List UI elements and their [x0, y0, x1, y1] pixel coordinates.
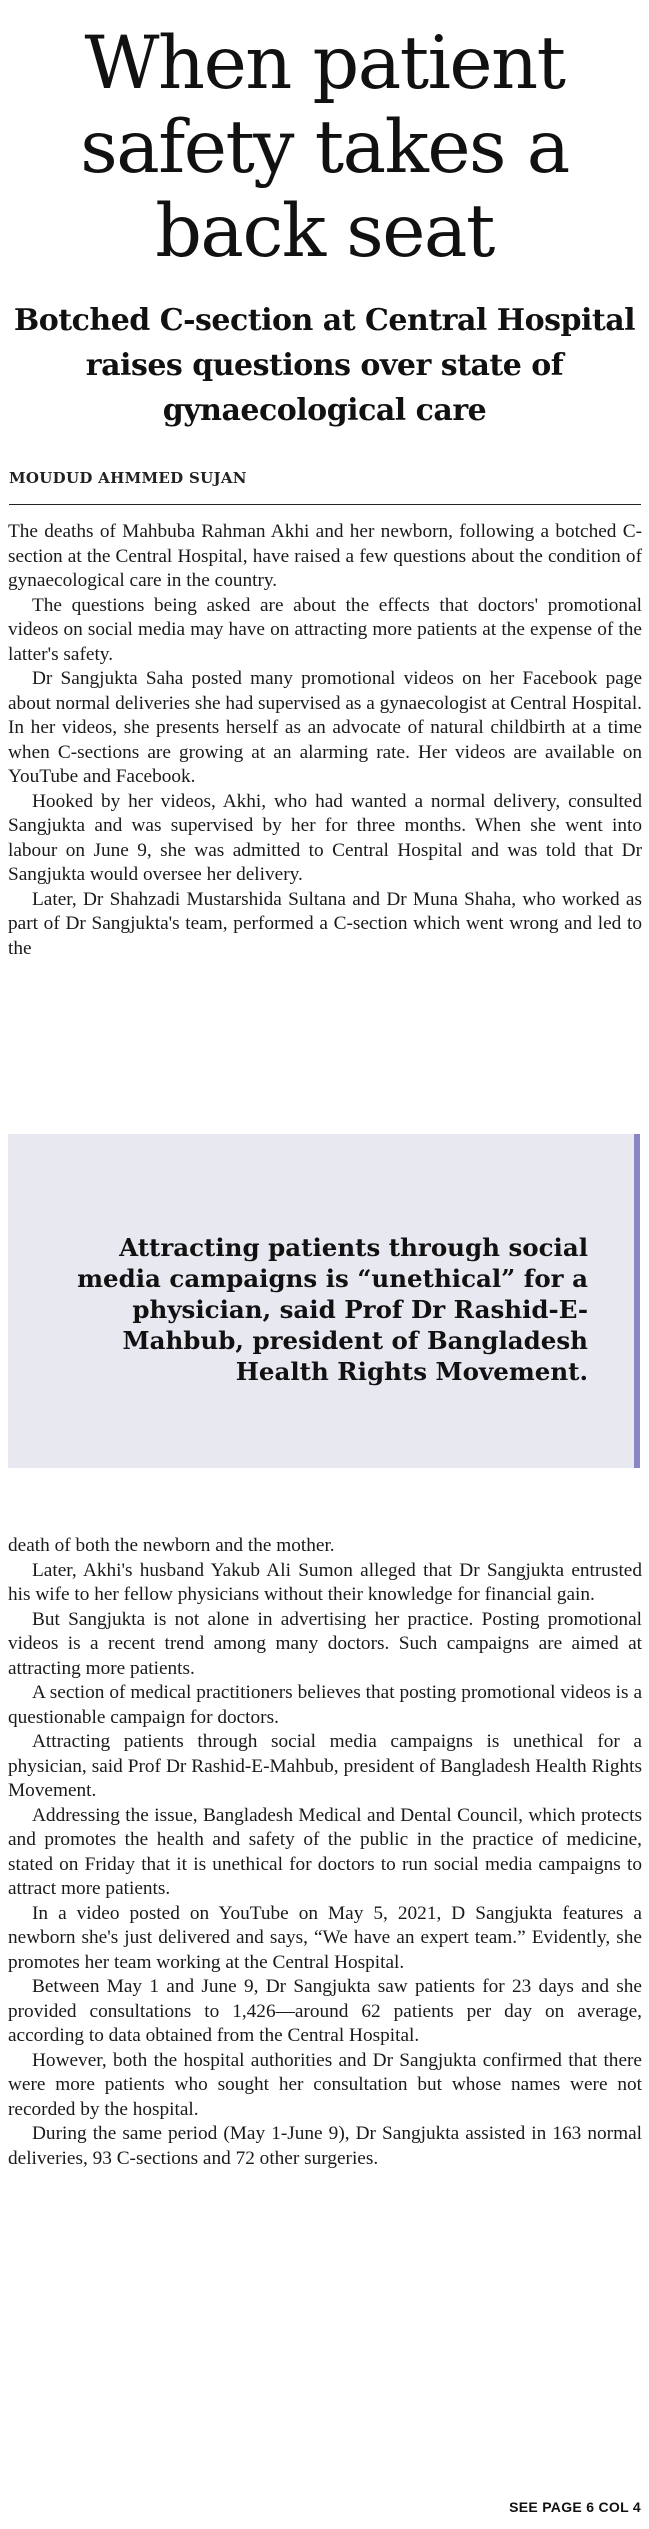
paragraph: However, both the hospital authorities and Dr Sangjukta confirmed that there were more patients who sought her consultation but whose names were not recorded by the hospital.: [8, 2049, 642, 2120]
paragraph: The deaths of Mahbuba Rahman Akhi and her newborn, following a botched C-section at the Central Hospital, have raised a few questions about the condition of gynaecological care in the country.: [8, 521, 642, 591]
paragraph: Between May 1 and June 9, Dr Sangjukta saw patients for 23 days and she provided consultations to 1,426—around 62 patients per day on average, according to data obtained from the Central Hospital.: [8, 1976, 642, 2046]
paragraph: But Sangjukta is not alone in advertising her practice. Posting promotional videos is a recent trend among many doctors. Such campaigns are aimed at attracting more patients.: [8, 1608, 642, 1679]
paragraph: Addressing the issue, Bangladesh Medical and Dental Council, which protects and promotes the health and safety of the public in the practice of medicine, stated on Friday that it is unethical for doctors to run social media campaigns to attract more patients.: [8, 1804, 642, 1899]
paragraph: Later, Akhi's husband Yakub Ali Sumon alleged that Dr Sangjukta entrusted his wife to her fellow physicians without their knowledge for financial gain.: [8, 1559, 642, 1605]
byline: MOUDUD AHMMED SUJAN: [9, 469, 247, 487]
paragraph: Hooked by her videos, Akhi, who had wanted a normal delivery, consulted Sangjukta and was supervised by her for three months. When she went into labour on June 9, she was admitted to Central Hospital and was told that Dr Sangjukta would oversee her delivery.: [8, 790, 642, 885]
paragraph: In a video posted on YouTube on May 5, 2021, D Sangjukta features a newborn she's just delivered and says, “We have an expert team.” Evidently, she promotes her team working at the Central Hospital.: [8, 1902, 642, 1973]
subheadline: Botched C-section at Central Hospital raises questions over state of gynaecological care: [13, 303, 636, 428]
paragraph: Dr Sangjukta Saha posted many promotional videos on her Facebook page about normal deliveries she had supervised as a gynaecologist at Central Hospital. In her videos, she presents herself as an advocate of natural childbirth at a time when C-sections are growing at an alarming rate. Her videos are available on YouTube and Facebook.: [8, 668, 642, 787]
body-text-lower: [8, 1534, 642, 2171]
paragraph-continued: death of both the newborn and the mother.: [8, 1535, 335, 1556]
paragraph: During the same period (May 1-June 9), Dr Sangjukta assisted in 163 normal deliveries, 93 C-sections and 72 other surgeries.: [8, 2123, 642, 2169]
paragraph: Attracting patients through social media campaigns is unethical for a physician, said Prof Dr Rashid-E-Mahbub, president of Bangladesh Health Rights Movement.: [8, 1731, 642, 1801]
headline: When patient safety takes a back seat: [80, 21, 569, 274]
body-text-upper: [8, 520, 642, 961]
paragraph: The questions being asked are about the effects that doctors' promotional videos on social media may have on attracting more patients at the expense of the latter's safety.: [8, 594, 642, 665]
byline-rule: [9, 504, 641, 505]
paragraph: Later, Dr Shahzadi Mustarshida Sultana and Dr Muna Shaha, who worked as part of Dr Sangjukta's team, performed a C-section which went wrong and led to the: [8, 888, 642, 959]
continuation-link[interactable]: SEE PAGE 6 COL 4: [509, 2499, 641, 2515]
pull-quote-box: [8, 1134, 640, 1468]
paragraph: A section of medical practitioners believes that posting promotional videos is a questionable campaign for doctors.: [8, 1682, 642, 1728]
pull-quote: Attracting patients through social media campaigns is “unethical” for a physician, said Prof Dr Rashid-E-Mahbub, president of Bangladesh Health Rights Movement.: [77, 1233, 588, 1386]
